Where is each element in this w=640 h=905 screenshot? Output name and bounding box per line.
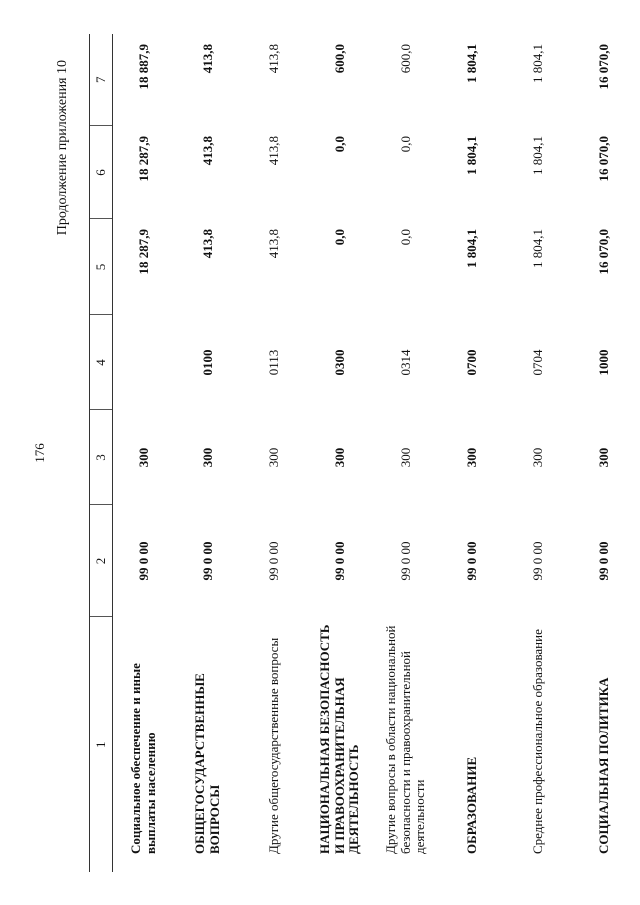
amount-col-6: 16 070,0 xyxy=(595,135,611,181)
expense-type-code: 300 xyxy=(595,447,611,467)
section-code: 0100 xyxy=(199,349,215,375)
amount-col-7: 1 804,1 xyxy=(529,43,545,83)
amount-col-7: 413,8 xyxy=(265,43,281,73)
amount-col-6: 413,8 xyxy=(199,135,215,165)
amount-col-6: 0,0 xyxy=(397,135,413,152)
column-header: 1 xyxy=(90,617,113,872)
amount-col-6: 413,8 xyxy=(265,135,281,165)
target-article-code: 99 0 00 xyxy=(331,541,347,580)
amount-col-7: 16 070,0 xyxy=(595,43,611,89)
column-header: 6 xyxy=(90,126,113,219)
target-article-code: 99 0 00 xyxy=(135,541,151,580)
table-row xyxy=(373,34,439,872)
row-name: Среднее профессиональное образование xyxy=(529,628,545,854)
table-row xyxy=(439,34,505,872)
amount-col-7: 1 804,1 xyxy=(463,43,479,83)
section-code: 1000 xyxy=(595,349,611,375)
expense-type-code: 300 xyxy=(331,447,347,467)
amount-col-5: 0,0 xyxy=(397,228,413,245)
amount-col-5: 18 287,9 xyxy=(135,228,151,274)
expense-type-code: 300 xyxy=(135,447,151,467)
expense-type-code: 300 xyxy=(265,447,281,467)
page-number: 176 xyxy=(31,443,47,463)
amount-col-6: 1 804,1 xyxy=(529,135,545,175)
row-name: Социальное обеспечение и иные выплаты населению xyxy=(128,662,158,854)
expense-type-code: 300 xyxy=(199,447,215,467)
section-code: 0704 xyxy=(529,349,545,375)
row-name: СОЦИАЛЬНАЯ ПОЛИТИКА xyxy=(595,676,611,854)
target-article-code: 99 0 00 xyxy=(397,541,413,580)
section-code: 0700 xyxy=(463,349,479,375)
target-article-code: 99 0 00 xyxy=(529,541,545,580)
row-name: НАЦИОНАЛЬНАЯ БЕЗОПАСНОСТЬ И ПРАВООХРАНИТЕЛЬНАЯ ДЕЯТЕЛЬНОСТЬ xyxy=(316,624,362,854)
rotated-page-content xyxy=(55,34,611,872)
table-row xyxy=(307,34,373,872)
expense-type-code: 300 xyxy=(463,447,479,467)
section-code: 0113 xyxy=(265,349,281,375)
amount-col-7: 18 887,9 xyxy=(135,43,151,89)
amount-col-6: 1 804,1 xyxy=(463,135,479,175)
amount-col-5: 0,0 xyxy=(331,228,347,245)
table-row xyxy=(175,34,241,872)
column-header: 7 xyxy=(90,34,113,126)
amount-col-6: 18 287,9 xyxy=(135,135,151,181)
column-number-header xyxy=(90,34,113,872)
expense-type-code: 300 xyxy=(397,447,413,467)
table-row xyxy=(113,34,176,872)
table-row xyxy=(571,34,637,872)
amount-col-5: 1 804,1 xyxy=(529,228,545,268)
column-header: 3 xyxy=(90,410,113,505)
amount-col-5: 413,8 xyxy=(265,228,281,258)
amount-col-5: 413,8 xyxy=(199,228,215,258)
amount-col-7: 600,0 xyxy=(397,43,413,73)
section-code xyxy=(113,315,176,410)
amount-col-7: 600,0 xyxy=(331,43,347,73)
amount-col-5: 16 070,0 xyxy=(595,228,611,274)
table-row xyxy=(505,34,571,872)
expense-type-code: 300 xyxy=(529,447,545,467)
target-article-code: 99 0 00 xyxy=(595,541,611,580)
column-header: 2 xyxy=(90,505,113,617)
amount-col-5: 1 804,1 xyxy=(463,228,479,268)
row-name: Другие общегосударственные вопросы xyxy=(265,637,281,854)
column-header: 4 xyxy=(90,315,113,410)
section-code: 0300 xyxy=(331,349,347,375)
row-name: Другие вопросы в области национальной безопасности и правоохранительной деятельности xyxy=(382,625,428,854)
target-article-code: 99 0 00 xyxy=(199,541,215,580)
table-row xyxy=(241,34,307,872)
appendix-caption: Продолжение приложения 10 xyxy=(55,59,70,235)
amount-col-7: 413,8 xyxy=(199,43,215,73)
column-header: 5 xyxy=(90,219,113,315)
budget-table xyxy=(89,34,637,872)
row-name: ОБРАЗОВАНИЕ xyxy=(463,756,479,854)
section-code: 0314 xyxy=(397,349,413,375)
amount-col-6: 0,0 xyxy=(331,135,347,152)
target-article-code: 99 0 00 xyxy=(463,541,479,580)
row-name: ОБЩЕГОСУДАРСТВЕННЫЕ ВОПРОСЫ xyxy=(192,672,222,854)
target-article-code: 99 0 00 xyxy=(265,541,281,580)
